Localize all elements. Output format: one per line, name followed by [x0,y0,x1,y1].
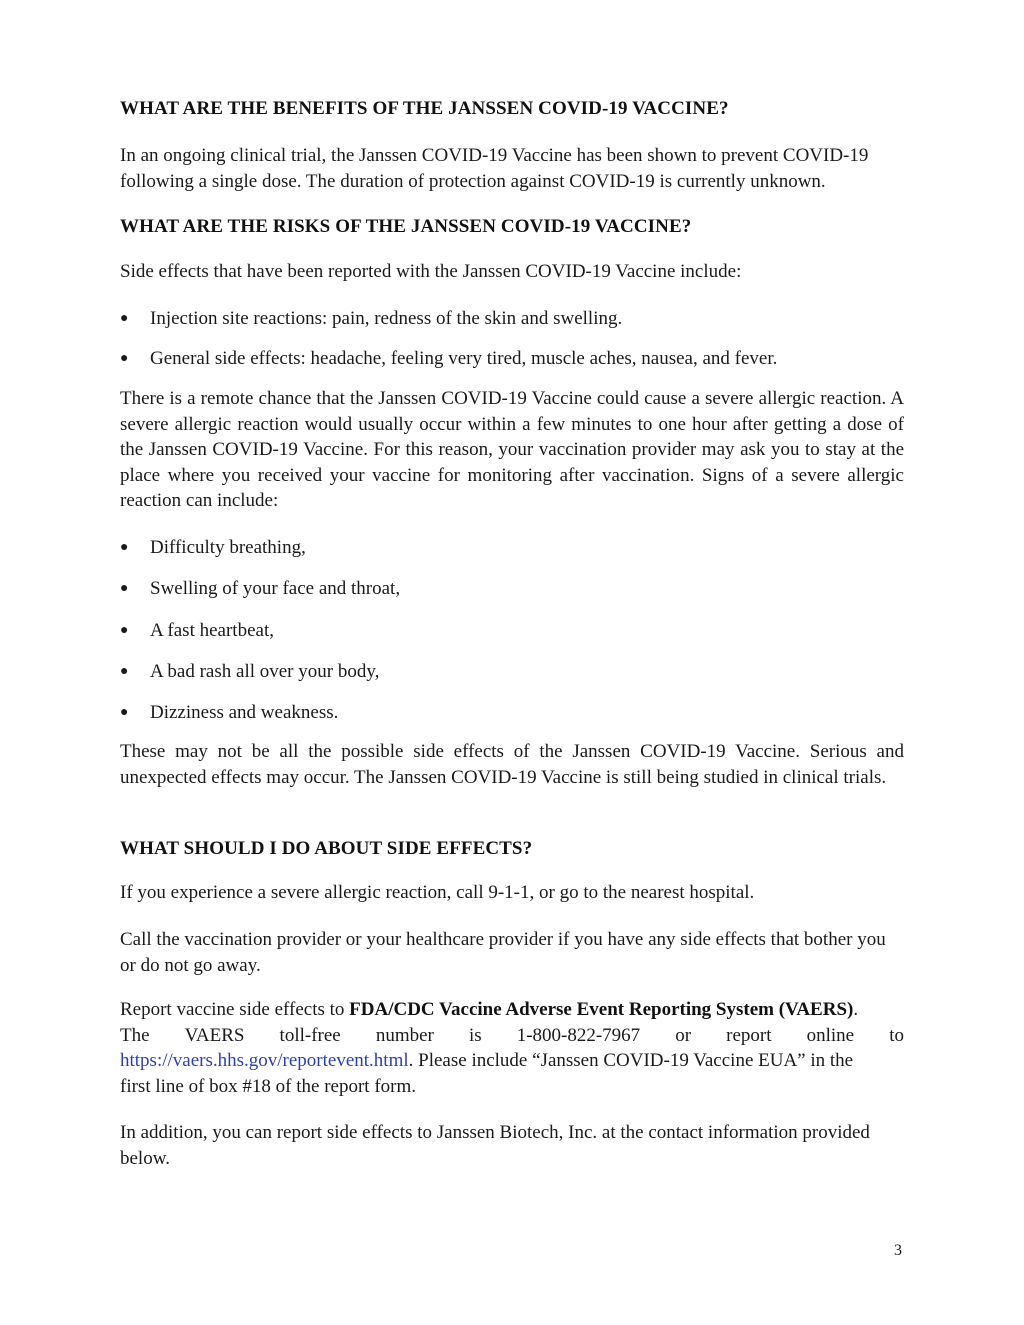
word: to [889,1024,904,1046]
word: The [120,1024,150,1046]
report-after-link: . Please include “Janssen COVID-19 Vaccine EUA” in the [408,1050,854,1071]
bullet-icon: ● [120,623,129,638]
side-effects-closing-paragraph: These may not be all the possible side effects of the Janssen COVID-19 Vaccine. Serious and unexpected effects may occur. The Janssen COVID-19 Vaccine is still being studied in clinical trials. [120,741,904,788]
bullet-icon: ● [120,351,129,366]
janssen-report-paragraph: In addition, you can report side effects to Janssen Biotech, Inc. at the contact information provided below. [120,1122,870,1169]
vaers-line-3 [120,1048,904,1074]
allergic-sign-text: Swelling of your face and throat, [150,578,401,599]
vaers-line-2 [120,1023,904,1049]
word: toll-free [279,1024,341,1046]
side-effect-text: General side effects: headache, feeling very tired, muscle aches, nausea, and fever. [150,348,778,369]
word: VAERS [184,1024,245,1046]
provider-paragraph: Call the vaccination provider or your healthcare provider if you have any side effects that bother you or do not go away. [120,929,886,976]
page-number: 3 [894,1242,902,1259]
risks-heading: WHAT ARE THE RISKS OF THE JANSSEN COVID-19 VACCINE? [120,216,692,237]
bullet-icon: ● [120,705,129,720]
side-effect-text: Injection site reactions: pain, redness of the skin and swelling. [150,308,623,329]
vaers-line-4: first line of box #18 of the report form. [120,1075,417,1097]
bullet-icon: ● [120,664,129,679]
bullet-icon: ● [120,311,129,326]
vaers-system-name: FDA/CDC Vaccine Adverse Event Reporting System (VAERS) [349,999,854,1020]
word: or [675,1024,692,1046]
bullet-icon: ● [120,581,129,596]
vaers-report-paragraph [120,997,904,1099]
allergic-sign-text: Dizziness and weakness. [150,702,339,723]
risks-intro: Side effects that have been reported with the Janssen COVID-19 Vaccine include: [120,261,742,282]
emergency-paragraph: If you experience a severe allergic reaction, call 9-1-1, or go to the nearest hospital. [120,882,755,903]
vaers-report-link[interactable]: https://vaers.hhs.gov/reportevent.html [120,1050,409,1071]
allergic-sign-text: Difficulty breathing, [150,537,306,558]
report-suffix: . [853,999,859,1020]
word: online [806,1024,855,1046]
word: report [726,1024,772,1046]
allergic-reaction-paragraph: There is a remote chance that the Janssen COVID-19 Vaccine could cause a severe allergic reaction. A severe allergic reaction would usually occur within a few minutes to one hour after getting a dose of the Janssen COVID-19 Vaccine. For this reason, your vaccination provider may ask you to stay at the place where you received your vaccine for monitoring after vaccination. Signs of a severe allergic reaction can include: [120,388,904,511]
word: number [375,1024,434,1046]
vaers-phone-number: 1-800-822-7967 [516,1024,641,1046]
allergic-sign-text: A bad rash all over your body, [150,661,380,682]
word: is [468,1024,482,1046]
allergic-sign-text: A fast heartbeat, [150,620,274,641]
benefits-paragraph: In an ongoing clinical trial, the Janssen COVID-19 Vaccine has been shown to prevent COVID-19 following a single dose. The duration of protection against COVID-19 is currently unknown. [120,145,869,192]
report-prefix: Report vaccine side effects to [120,999,345,1020]
vaers-line-1-text [120,997,858,1023]
side-effects-action-heading: WHAT SHOULD I DO ABOUT SIDE EFFECTS? [120,838,533,859]
vaers-line-1 [120,997,904,1023]
bullet-icon: ● [120,540,129,555]
benefits-heading: WHAT ARE THE BENEFITS OF THE JANSSEN COVID-19 VACCINE? [120,98,729,119]
